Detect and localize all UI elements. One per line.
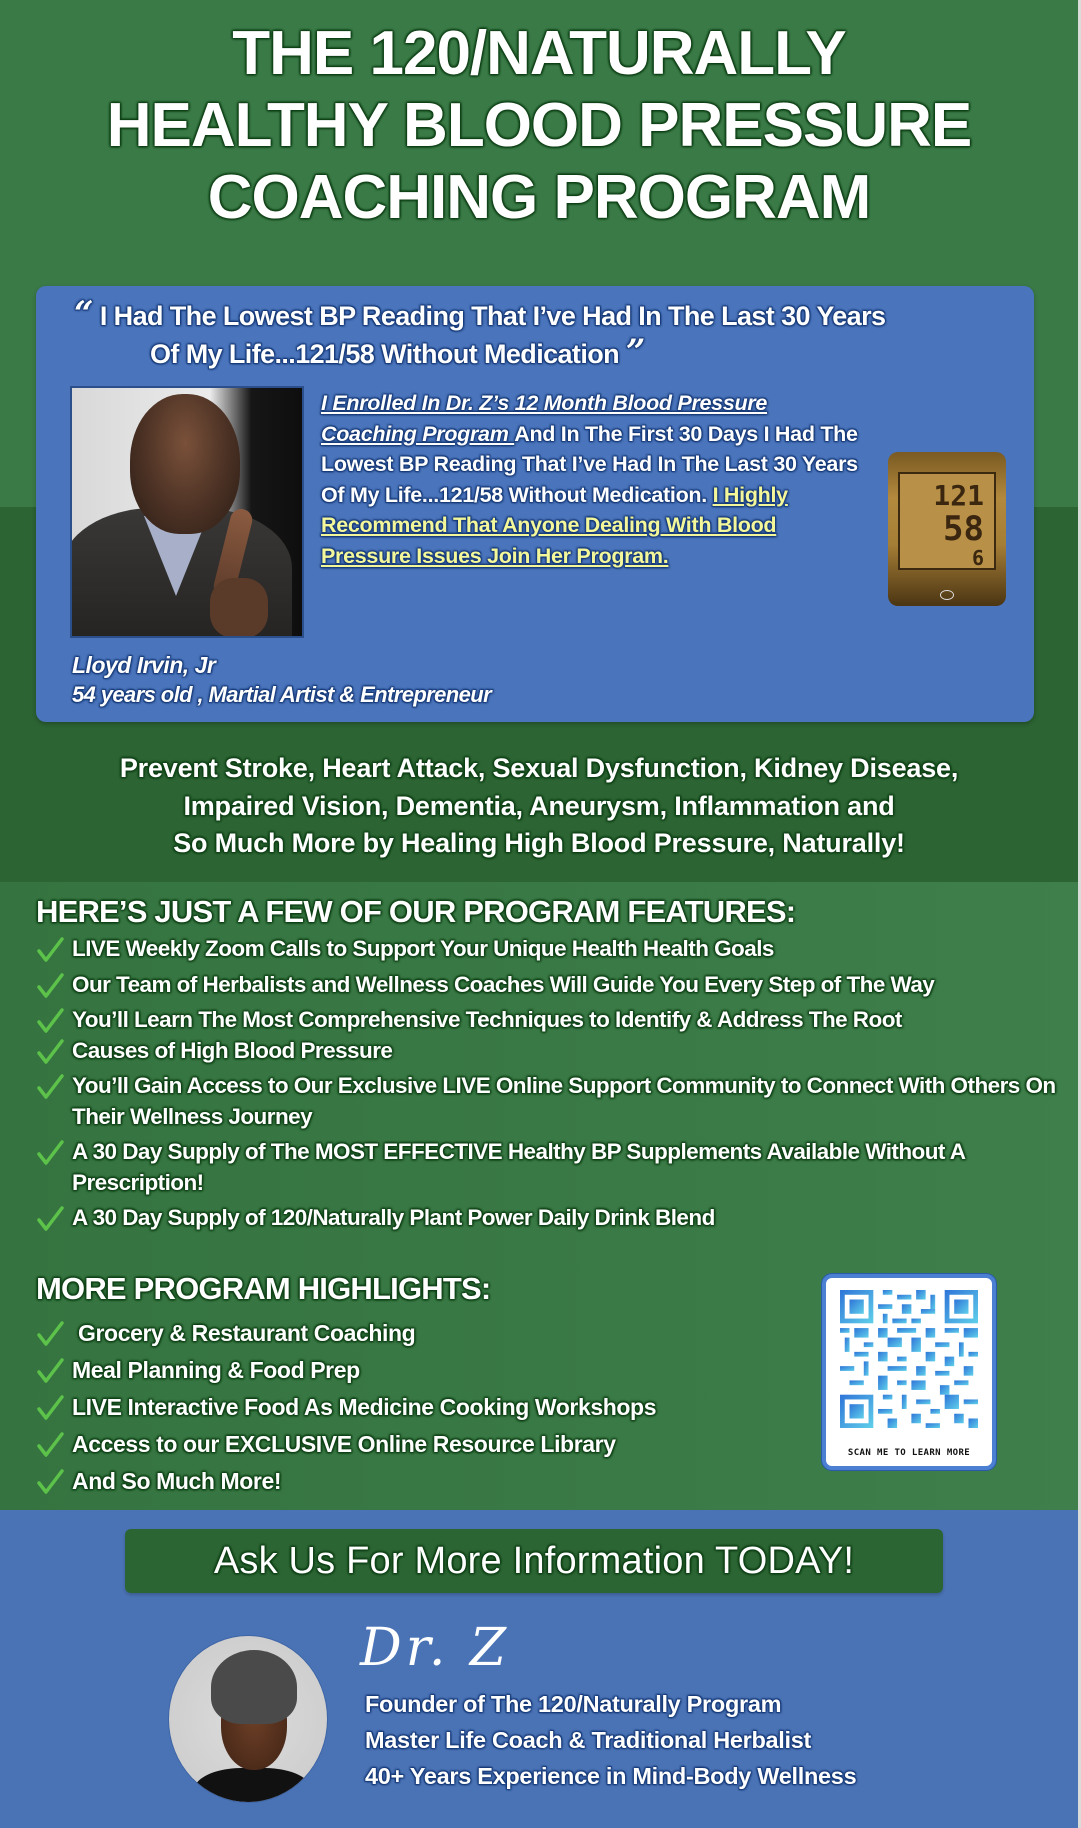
founder-line-2: Master Life Coach & Traditional Herbalist (365, 1727, 812, 1753)
feature-item: A 30 Day Supply of 120/Naturally Plant Power Daily Drink Blend (36, 1203, 1066, 1234)
bp-diastolic: 58 (943, 509, 984, 549)
checkmark-icon (36, 1038, 66, 1068)
headline-line-1: I Had The Lowest BP Reading That I’ve Had In The Last 30 Years (99, 301, 886, 331)
highlight-item: Access to our EXCLUSIVE Online Resource Library (36, 1429, 776, 1460)
bp-pulse: 6 (971, 546, 984, 570)
bp-systolic: 121 (933, 479, 984, 512)
benefits-line-2: Impaired Vision, Dementia, Aneurysm, Inflammation and (183, 790, 895, 821)
checkmark-icon (36, 1357, 66, 1387)
bp-monitor-screen (898, 472, 996, 570)
program-link[interactable]: I Enrolled In Dr. Z’s 12 Month Blood Pressure Coaching Program (321, 391, 768, 446)
checkmark-icon (36, 1320, 66, 1350)
title-line-2: HEALTHY BLOOD PRESSURE (106, 91, 972, 160)
benefits-line-3: So Much More by Healing High Blood Pressure, Naturally! (173, 828, 905, 858)
headline-line-2: Of My Life...121/58 Without Medication (150, 339, 620, 369)
qr-caption: SCAN ME TO LEARN MORE (847, 1448, 971, 1458)
highlights-heading: MORE PROGRAM HIGHLIGHTS: (36, 1271, 491, 1306)
testimonial-story (321, 388, 861, 571)
checkmark-icon (36, 1073, 66, 1103)
testimonial-person-name: Lloyd Irvin, Jr (72, 652, 216, 678)
highlight-item: Grocery & Restaurant Coaching (36, 1318, 776, 1349)
checkmark-icon (36, 1394, 66, 1424)
founder-avatar (168, 1635, 328, 1803)
highlights-list (36, 1318, 776, 1503)
testimonial-person-photo (70, 386, 304, 638)
features-list (36, 934, 1066, 1239)
title-line-1: THE 120/NATURALLY (232, 19, 846, 88)
testimonial-person-description: 54 years old , Martial Artist & Entrepreneur (72, 682, 492, 707)
founder-signature: Dr. Z (360, 1618, 511, 1678)
page-title (0, 18, 1078, 234)
benefits-statement (0, 750, 1078, 863)
recommendation-link[interactable]: I Highly Recommend That Anyone Dealing With Blood Pressure Issues Join Her Program. (321, 482, 788, 568)
features-heading: HERE’S JUST A FEW OF OUR PROGRAM FEATURES: (36, 894, 796, 929)
checkmark-icon (36, 1205, 66, 1235)
feature-item: You’ll Gain Access to Our Exclusive LIVE Online Support Community to Connect With Others On Their Wellness Journey (36, 1071, 1066, 1132)
checkmark-icon (36, 972, 66, 1002)
founder-line-1: Founder of The 120/Naturally Program (365, 1691, 782, 1717)
qr-code-card[interactable] (822, 1274, 996, 1470)
highlight-item: And So Much More! (36, 1466, 776, 1497)
checkmark-icon (36, 1468, 66, 1498)
checkmark-icon (36, 936, 66, 966)
feature-item: Our Team of Herbalists and Wellness Coaches Will Guide You Every Step of The Way (36, 970, 1066, 1001)
checkmark-icon (36, 1007, 66, 1037)
qr-code-icon (840, 1290, 978, 1428)
feature-item: Causes of High Blood Pressure (36, 1036, 1066, 1067)
more-info-button[interactable]: Ask Us For More Information TODAY! (125, 1529, 943, 1593)
highlight-item: LIVE Interactive Food As Medicine Cooking Workshops (36, 1392, 776, 1423)
highlight-item: Meal Planning & Food Prep (36, 1355, 776, 1386)
title-line-3: COACHING PROGRAM (207, 163, 871, 232)
founder-credentials (365, 1686, 856, 1794)
feature-item: You’ll Learn The Most Comprehensive Techniques to Identify & Address The Root (36, 1005, 1066, 1036)
testimonial-headline (74, 296, 974, 372)
story-body: And In The First 30 Days I Had The Lowest BP Reading That I’ve Had In The Last 30 Years Of My Life...121/58 Without Medication. (321, 421, 858, 507)
checkmark-icon (36, 1139, 66, 1169)
close-quote-icon: ” (625, 332, 645, 372)
bp-monitor-image (888, 452, 1006, 606)
founder-line-3: 40+ Years Experience in Mind-Body Wellness (365, 1763, 857, 1789)
power-icon (940, 590, 954, 600)
checkmark-icon (36, 1431, 66, 1461)
feature-item: LIVE Weekly Zoom Calls to Support Your Unique Health Health Goals (36, 934, 1066, 965)
open-quote-icon: “ (74, 294, 93, 334)
benefits-line-1: Prevent Stroke, Heart Attack, Sexual Dysfunction, Kidney Disease, (119, 753, 959, 783)
feature-item: A 30 Day Supply of The MOST EFFECTIVE Healthy BP Supplements Available Without A Prescription! (36, 1137, 1066, 1198)
testimonial-card (36, 286, 1034, 722)
